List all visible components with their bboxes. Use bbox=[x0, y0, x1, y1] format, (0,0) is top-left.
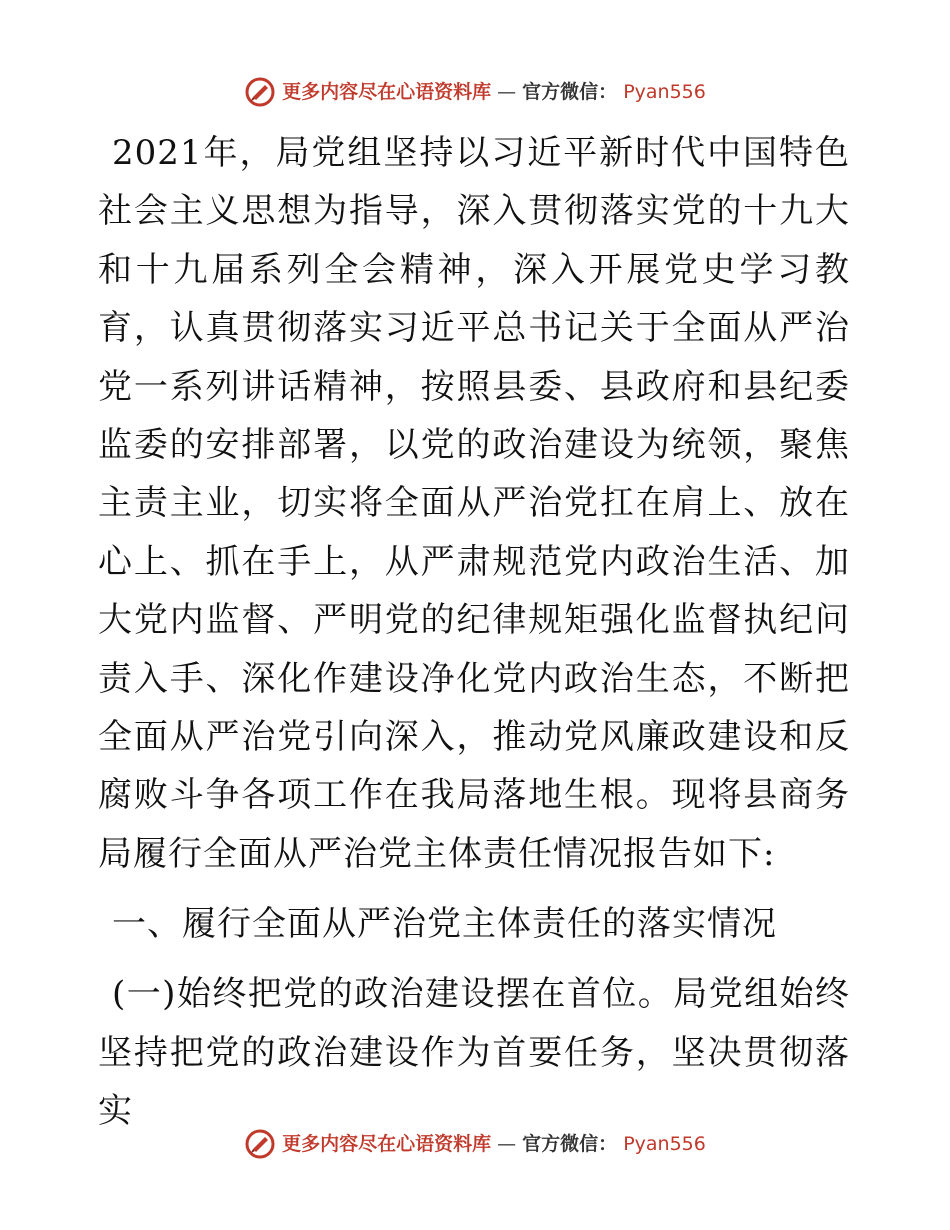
watermark-brand-text: 更多内容尽在心语资料库 bbox=[282, 81, 492, 103]
watermark-wechat-id: Pyan556 bbox=[623, 81, 706, 103]
watermark-brand-text: 更多内容尽在心语资料库 bbox=[282, 1133, 492, 1155]
watermark-dash: — bbox=[497, 81, 517, 103]
section-heading: 一、履行全面从严治党主体责任的落实情况 bbox=[112, 904, 777, 945]
watermark-wechat-id: Pyan556 bbox=[623, 1133, 706, 1155]
document-body bbox=[98, 124, 850, 1141]
footer-watermark bbox=[0, 1128, 950, 1160]
intro-paragraph: 2021年，局党组坚持以习近平新时代中国特色社会主义思想为指导，深入贯彻落实党的十九大和十九届系列全会精神，深入开展党史学习教育，认真贯彻落实习近平总书记关于全面从严治党一系列讲话精神，按照县委、县政府和县纪委监委的安排部署，以党的政治建设为统领，聚焦主责主业，切实将全面从严治党扛在肩上、放在心上、抓在手上，从严肃规范党内政治生活、加大党内监督、严明党的纪律规矩强化监督执纪问责入手、深化作建设净化党内政治生态，不断把全面从严治党引向深入，推动党风廉政建设和反腐败斗争各项工作在我局落地生根。现将县商务局履行全面从严治党主体责任情况报告如下: bbox=[98, 133, 850, 874]
watermark-dash: — bbox=[497, 1133, 517, 1155]
watermark-wechat-label: 官方微信： bbox=[522, 81, 618, 103]
red-circle-logo-icon bbox=[244, 1128, 276, 1160]
red-circle-logo-icon bbox=[244, 76, 276, 108]
subsection-paragraph: (一)始终把党的政治建设摆在首位。局党组始终坚持把党的政治建设作为首要任务，坚决贯彻落实 bbox=[98, 974, 850, 1132]
watermark-wechat-label: 官方微信： bbox=[522, 1133, 618, 1155]
header-watermark bbox=[0, 76, 950, 108]
